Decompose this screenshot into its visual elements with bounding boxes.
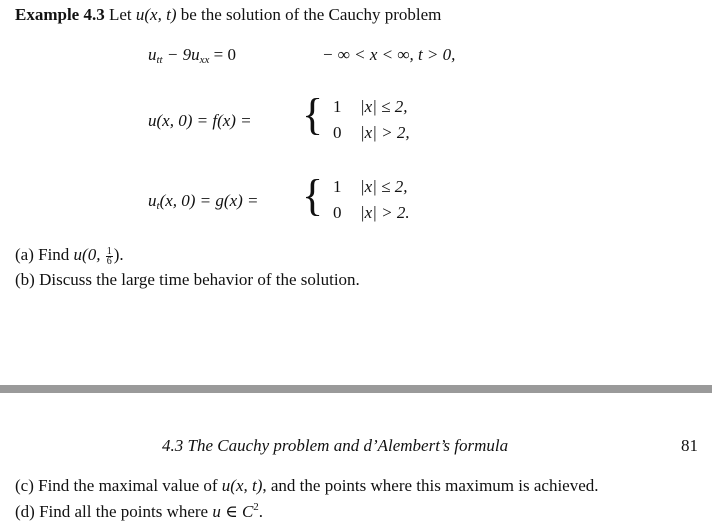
ic2-case1-value: 1 — [333, 177, 342, 196]
pde-equation — [148, 46, 236, 66]
pde-sub-xx: xx — [199, 54, 210, 66]
ic2-sub-t: t — [156, 200, 160, 212]
page-divider — [0, 385, 712, 393]
question-c-post: , and the points where this maximum is achieved. — [262, 476, 599, 495]
ic2-brace: { — [302, 171, 324, 220]
question-b: (b) Discuss the large time behavior of the solution. — [15, 270, 360, 289]
ic1-case2-value: 0 — [333, 123, 342, 142]
question-c — [15, 477, 599, 494]
pde-domain: − ∞ < x < ∞, t > 0, — [322, 45, 456, 64]
pde-mid: − 9u — [162, 45, 200, 64]
ic1-case2-condition: |x| > 2, — [360, 123, 410, 142]
question-d-post: . — [258, 502, 264, 521]
example-title: Example 4.3 — [15, 5, 105, 24]
ic1-lhs: u(x, 0) = f(x) = — [148, 111, 252, 130]
intro-post: be the solution of the Cauchy problem — [176, 5, 442, 24]
ic2-u: u — [148, 191, 157, 210]
ic1-case1-condition: |x| ≤ 2, — [360, 97, 408, 116]
intro-pre: Let — [108, 5, 136, 24]
ic2-rest: (x, 0) = g(x) = — [159, 191, 259, 210]
question-a-func: u(0, — [73, 245, 105, 264]
question-a-fraction — [106, 247, 113, 266]
question-d — [15, 502, 263, 520]
ic1-brace: { — [302, 90, 324, 139]
pde-u: u — [148, 45, 157, 64]
pde-sub-tt: tt — [156, 54, 163, 66]
question-d-math: u ∈ C — [212, 502, 254, 521]
fraction-denominator: 6 — [106, 255, 112, 267]
ic1-case1-value: 1 — [333, 97, 342, 116]
example-line — [15, 6, 441, 23]
question-d-superscript: 2 — [253, 501, 259, 513]
ic2-case2-condition: |x| > 2. — [360, 203, 410, 222]
fraction-numerator: 1 — [106, 245, 112, 257]
pde-right: = 0 — [209, 45, 236, 64]
question-c-pre: (c) Find the maximal value of — [15, 476, 222, 495]
page-number: 81 — [681, 436, 698, 455]
question-d-pre: (d) Find all the points where — [15, 502, 213, 521]
intro-func: u(x, t) — [135, 5, 177, 24]
ic2-lhs — [148, 192, 259, 212]
ic2-case2-value: 0 — [333, 203, 342, 222]
running-header-title: 4.3 The Cauchy problem and d’Alembert’s formula — [162, 436, 509, 455]
question-c-func: u(x, t) — [221, 476, 263, 495]
ic2-case1-condition: |x| ≤ 2, — [360, 177, 408, 196]
question-a-post: ). — [113, 245, 124, 264]
example-intro — [109, 5, 441, 24]
question-a — [15, 246, 124, 266]
question-a-pre: (a) Find — [15, 245, 74, 264]
